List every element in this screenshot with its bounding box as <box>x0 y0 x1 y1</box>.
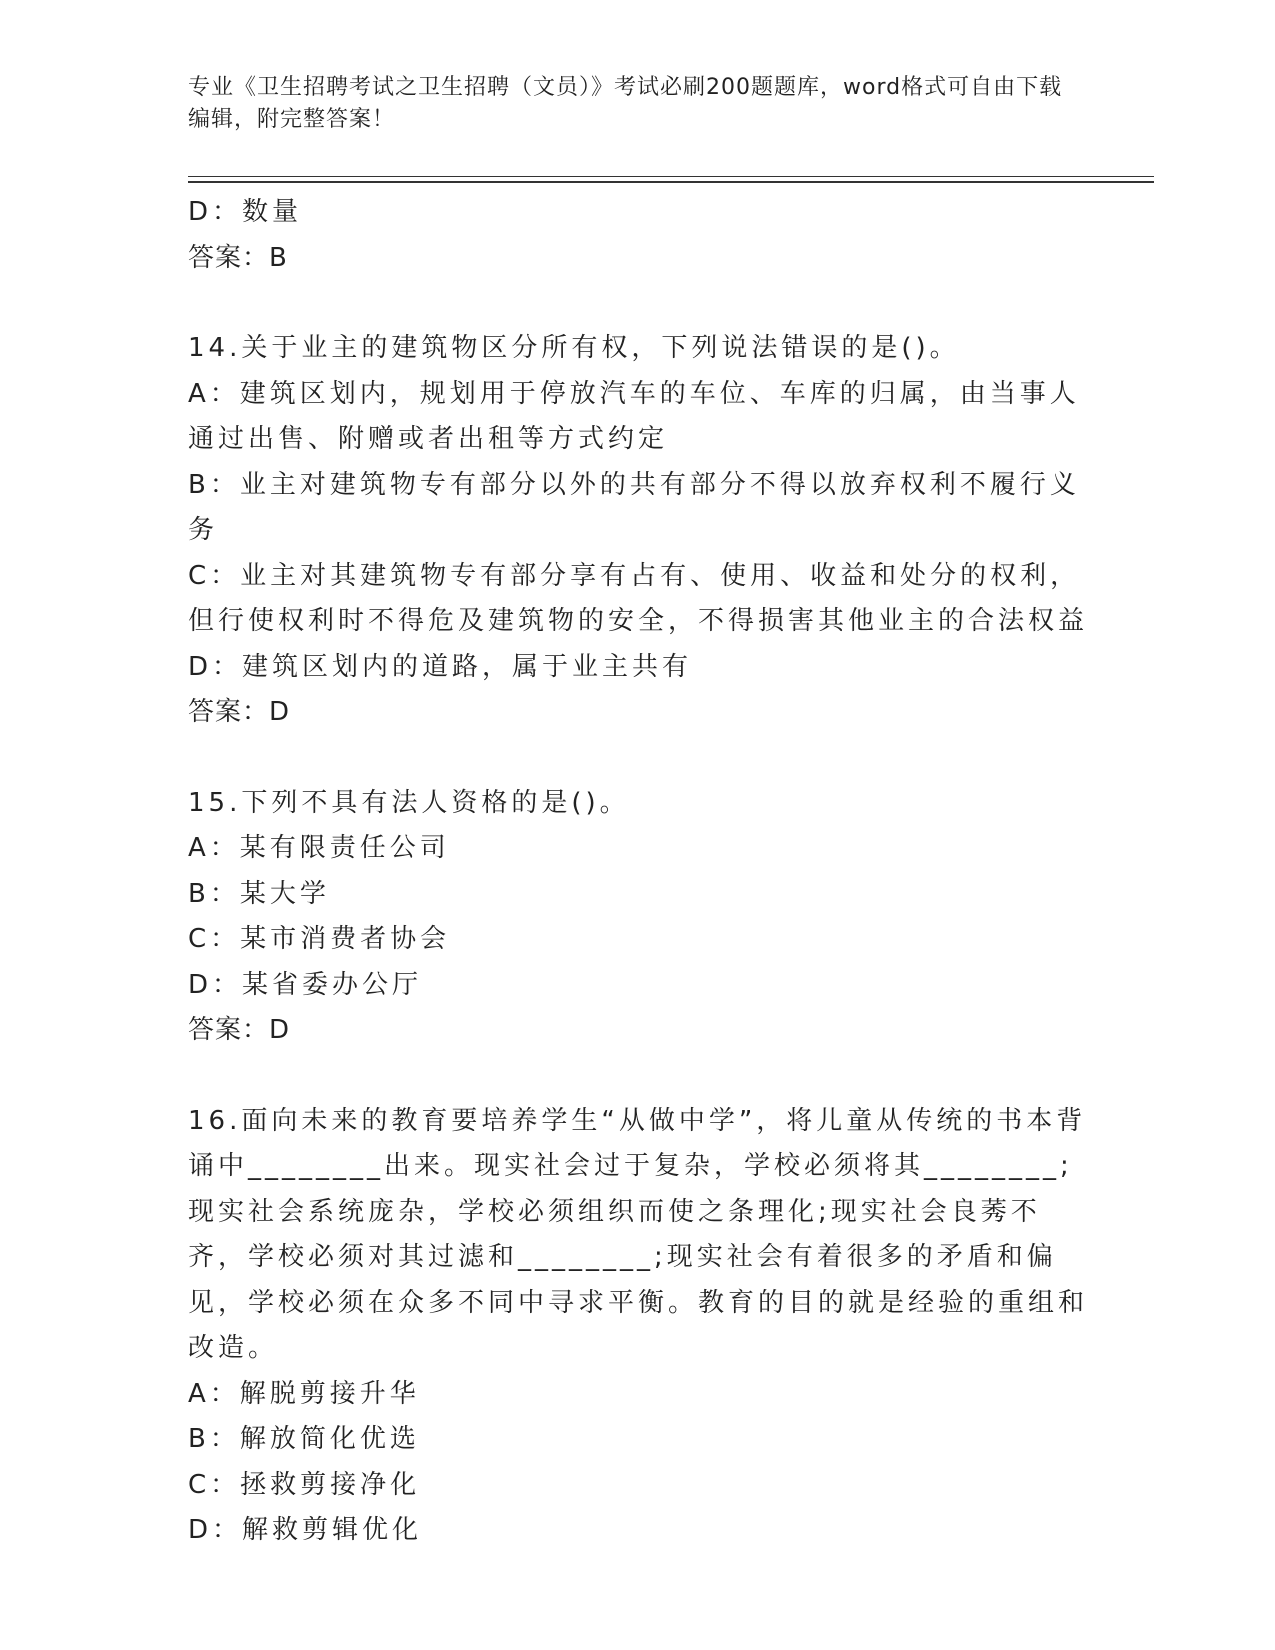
spacer <box>188 1054 1088 1099</box>
option-a: A：某有限责任公司 <box>188 833 450 863</box>
answer-line: 答案：D <box>188 1015 291 1045</box>
page-header: 专业《卫生招聘考试之卫生招聘（文员）》考试必刷200题题库，word格式可自由下载编辑，附完整答案！ <box>188 75 1063 132</box>
spacer <box>188 736 1088 781</box>
question-stem: 16.面向未来的教育要培养学生“从做中学”，将儿童从传统的书本背诵中________出来。现实社会过于复杂，学校必须将其________;现实社会系统庞杂，学校必须组织而使之条理化;现实社会良莠不齐，学校必须对其过滤和________;现实社会有着很多的矛盾和偏见，学校必须在众多不同中寻求平衡。教育的目的就是经验的重组和改造。 <box>188 1105 1089 1363</box>
question-15 <box>188 781 1088 1054</box>
question-stem: 14.关于业主的建筑物区分所有权，下列说法错误的是()。 <box>188 333 960 363</box>
question-list <box>188 190 1088 1554</box>
option-d: D：数量 <box>188 197 303 227</box>
answer-line: 答案：D <box>188 697 291 727</box>
question-14 <box>188 326 1088 736</box>
option-c: C：某市消费者协会 <box>188 924 451 954</box>
option-d: D：某省委办公厅 <box>188 969 423 1000</box>
option-d: D：解救剪辑优化 <box>188 1515 423 1545</box>
option-c: C：业主对其建筑物专有部分享有占有、使用、收益和处分的权利，但行使权利时不得危及建筑物的安全，不得损害其他业主的合法权益 <box>188 560 1089 636</box>
question-16 <box>188 1099 1088 1554</box>
option-c: C：拯救剪接净化 <box>188 1469 421 1500</box>
option-b: B：解放简化优选 <box>188 1424 420 1454</box>
answer-line: 答案：B <box>188 242 288 273</box>
option-b: B：业主对建筑物专有部分以外的共有部分不得以放弃权利不履行义务 <box>188 469 1080 545</box>
question-fragment <box>188 190 1088 281</box>
spacer <box>188 281 1088 326</box>
header-rule-thin <box>188 176 1154 177</box>
option-b: B：某大学 <box>188 878 330 909</box>
header-rule-thick <box>188 181 1154 183</box>
option-a: A：建筑区划内，规划用于停放汽车的车位、车库的归属，由当事人通过出售、附赠或者出租等方式约定 <box>188 378 1080 454</box>
option-d: D：建筑区划内的道路，属于业主共有 <box>188 651 693 682</box>
question-stem: 15.下列不具有法人资格的是()。 <box>188 787 630 818</box>
option-a: A：解脱剪接升华 <box>188 1378 420 1409</box>
